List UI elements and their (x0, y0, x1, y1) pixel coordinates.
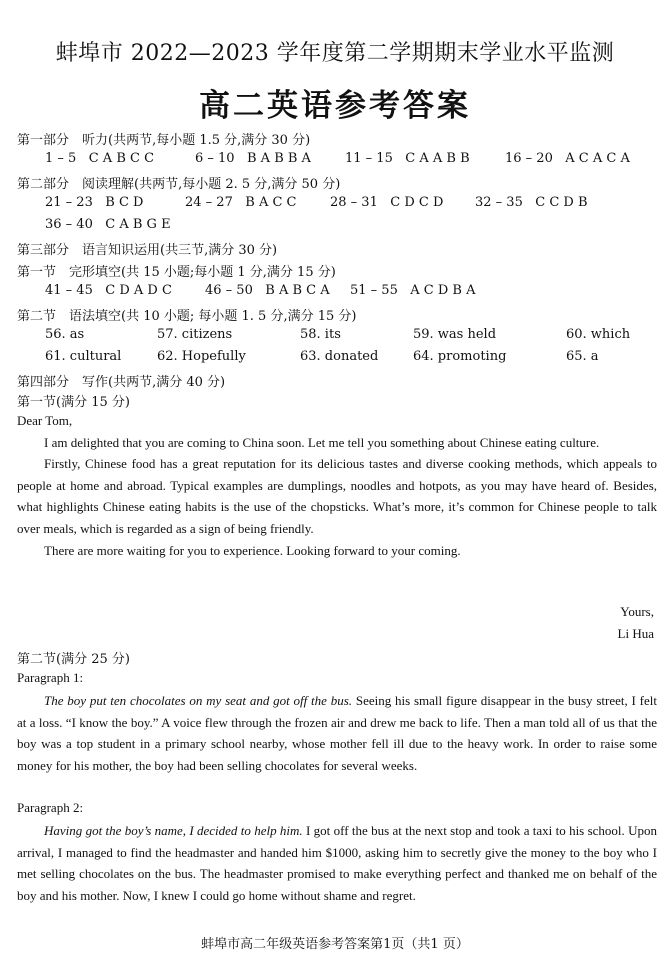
grammar-answer: 61. cultural (45, 349, 122, 364)
grammar-answer: 62. Hopefully (157, 349, 246, 364)
answer-group: 51 – 55 A C D B A (350, 283, 476, 298)
grammar-answer: 59. was held (413, 327, 497, 342)
part3-section2-heading: 第二节 语法填空(共 10 小题; 每小题 1. 5 分,满分 15 分) (17, 309, 357, 324)
part3-heading: 第三部分 语言知识运用(共三节,满分 30 分) (17, 243, 278, 258)
sample-letter (17, 410, 657, 561)
letter-signature: Li Hua (617, 626, 654, 641)
part1-heading: 第一部分 听力(共两节,每小题 1.5 分,满分 30 分) (17, 133, 311, 148)
part4-heading: 第四部分 写作(共两节,满分 40 分) (17, 375, 226, 390)
paragraph2-label: Paragraph 2: (17, 800, 84, 815)
letter-paragraph: Firstly, Chinese food has a great reputation for its delicious tastes and diverse cooking methods, which appeals to people at home and abroad. Typical examples are dumplings, noodles and hotpots, as you may have heard of. Besides, what highlights Chinese eating habits is the use of the chopsticks. What’s more, it’s common for Chinese people to talk over meals, which is regarded as a sign of being friendly. (17, 456, 657, 536)
salutation: Dear Tom, (17, 413, 73, 428)
answer-group: 6 – 10 B A B B A (195, 151, 311, 166)
answer-group: 36 – 40 C A B G E (45, 217, 171, 232)
paragraph2-body: I got off the bus at the next stop and took a taxi to his school. Upon arrival, I managed to find the headmaster and handed him $1000, asking him to secretly give the money to the boy who I met selling chocolates on the bus. The headmaster promised to make everything perfect and thanked me on behalf of the boy and his mother. Now, I knew I could go home without shame and regret. (17, 823, 657, 903)
part2-answers-row2 (45, 217, 171, 232)
grammar-answer: 64. promoting (413, 349, 507, 364)
paragraph1-label: Paragraph 1: (17, 670, 84, 685)
answer-group: 46 – 50 B A B C A (205, 283, 330, 298)
part4-section1-heading: 第一节(满分 15 分) (17, 395, 130, 410)
cloze-answers (45, 283, 476, 298)
part2-answers-row1 (45, 195, 588, 210)
answer-group: 21 – 23 B C D (45, 195, 144, 210)
letter-paragraph: There are more waiting for you to experience. Looking forward to your coming. (44, 542, 461, 558)
page-footer: 蚌埠市高二年级英语参考答案第1页（共1 页） (201, 937, 469, 952)
part1-answers (45, 151, 630, 166)
answer-group: 24 – 27 B A C C (185, 195, 297, 210)
answer-group: 16 – 20 A C A C A (505, 151, 630, 166)
grammar-answer: 63. donated (300, 349, 379, 364)
part4-section2-heading: 第二节(满分 25 分) (17, 652, 130, 667)
grammar-answer: 60. which (566, 327, 631, 342)
paragraph2 (17, 820, 657, 906)
main-title: 高二英语参考答案 (199, 88, 471, 124)
grammar-answer: 65. a (566, 349, 599, 364)
grammar-answer: 57. citizens (157, 327, 233, 342)
paragraph1 (17, 690, 657, 776)
part2-heading: 第二部分 阅读理解(共两节,每小题 2. 5 分,满分 50 分) (17, 177, 341, 192)
answer-group: 11 – 15 C A A B B (345, 151, 470, 166)
paragraph2-opening: Having got the boy’s name, I decided to help him. (44, 823, 303, 838)
part3-section1-heading: 第一节 完形填空(共 15 小题;每小题 1 分,满分 15 分) (17, 265, 336, 280)
paragraph1-body: Seeing his small figure disappear in the busy street, I felt at a loss. “I know the boy.” A voice flew through the frozen air and drew me back to life. Then a man told all of us that the boy was a top student in a primary school nearby, whose mother fell ill due to the heavy work. In order to raise some money for his mother, the boy had been selling chocolates for several weeks. (17, 693, 657, 773)
answer-group: 1 – 5 C A B C C (45, 151, 155, 166)
letter-closing: Yours, (620, 604, 654, 619)
grammar-answer: 56. as (45, 327, 85, 342)
answer-group: 41 – 45 C D A D C (45, 283, 172, 298)
grammar-answer: 58. its (300, 327, 341, 342)
answer-group: 28 – 31 C D C D (330, 195, 444, 210)
answer-group: 32 – 35 C C D B (475, 195, 588, 210)
letter-paragraph: I am delighted that you are coming to China soon. Let me tell you something about Chinese eating culture. (44, 434, 600, 450)
exam-title: 蚌埠市 2022—2023 学年度第二学期期末学业水平监测 (55, 41, 615, 66)
paragraph1-opening: The boy put ten chocolates on my seat and got off the bus. (44, 693, 353, 708)
